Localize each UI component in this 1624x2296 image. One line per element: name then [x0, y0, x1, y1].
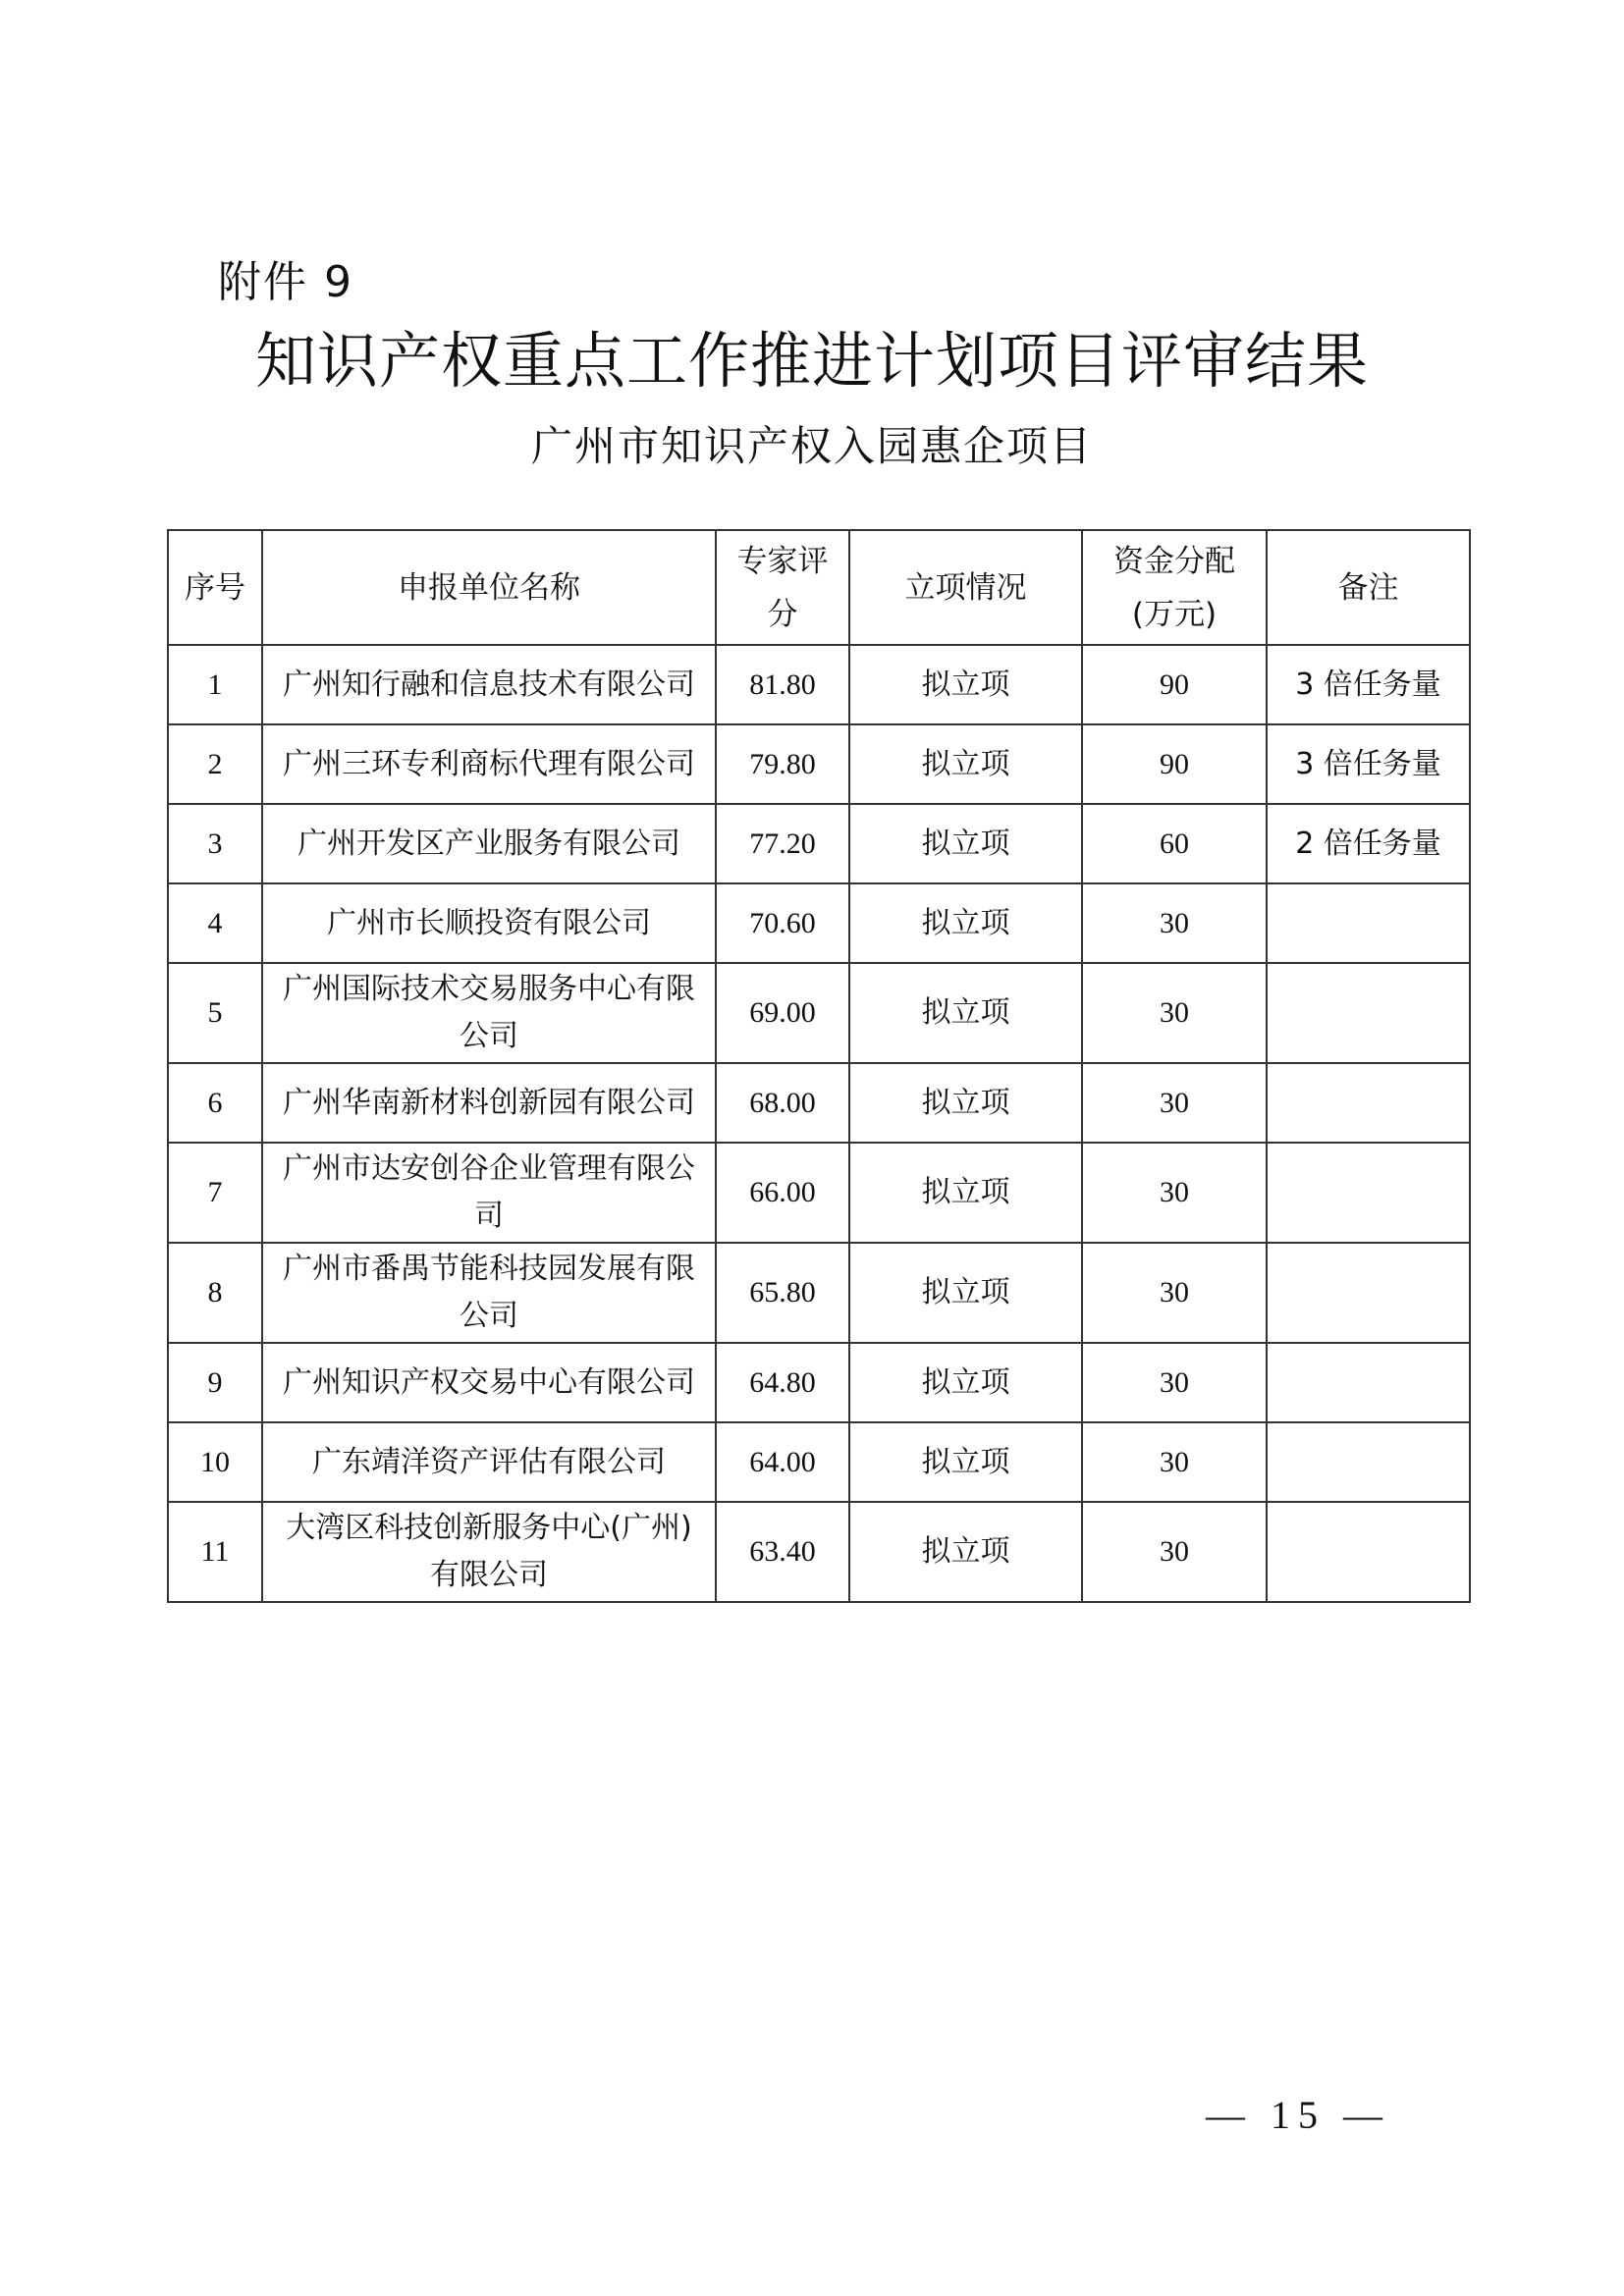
cell-funding: 30 — [1082, 963, 1267, 1063]
review-results-table-container — [167, 529, 1469, 1603]
cell-funding: 30 — [1082, 1143, 1267, 1243]
cell-seq: 6 — [168, 1063, 262, 1143]
table-row — [168, 963, 1470, 1063]
document-subtitle: 广州市知识产权入园惠企项目 — [530, 422, 1093, 470]
cell-seq: 10 — [168, 1422, 262, 1502]
cell-remark — [1267, 1343, 1470, 1422]
cell-status: 拟立项 — [849, 1143, 1082, 1243]
cell-unit: 广州市长顺投资有限公司 — [262, 883, 716, 963]
cell-score: 66.00 — [716, 1143, 849, 1243]
cell-remark: 2 倍任务量 — [1267, 804, 1470, 883]
table-row — [168, 1422, 1470, 1502]
cell-status: 拟立项 — [849, 1063, 1082, 1143]
header-funding-unit: (万元) — [1131, 596, 1218, 632]
cell-remark: 3 倍任务量 — [1267, 724, 1470, 804]
cell-seq: 5 — [168, 963, 262, 1063]
header-funding-label: 资金分配 — [1113, 543, 1235, 579]
attachment-label: 附件 9 — [218, 257, 353, 307]
cell-score: 69.00 — [716, 963, 849, 1063]
header-unit-label: 申报单位名称 — [398, 569, 580, 606]
cell-score: 77.20 — [716, 804, 849, 883]
table-row — [168, 1243, 1470, 1343]
table-row — [168, 724, 1470, 804]
cell-seq: 11 — [168, 1502, 262, 1602]
review-results-table — [167, 529, 1471, 1603]
cell-score: 79.80 — [716, 724, 849, 804]
cell-unit: 大湾区科技创新服务中心(广州)有限公司 — [262, 1502, 716, 1602]
cell-remark — [1267, 1422, 1470, 1502]
cell-remark — [1267, 1502, 1470, 1602]
document-title: 知识产权重点工作推进计划项目评审结果 — [254, 325, 1369, 397]
cell-funding: 90 — [1082, 645, 1267, 724]
cell-seq: 7 — [168, 1143, 262, 1243]
table-row — [168, 645, 1470, 724]
cell-score: 64.80 — [716, 1343, 849, 1422]
cell-score: 63.40 — [716, 1502, 849, 1602]
table-header-row — [168, 530, 1470, 645]
cell-remark — [1267, 883, 1470, 963]
cell-status: 拟立项 — [849, 804, 1082, 883]
cell-remark — [1267, 1063, 1470, 1143]
cell-status: 拟立项 — [849, 1502, 1082, 1602]
cell-seq: 2 — [168, 724, 262, 804]
header-score — [716, 530, 849, 645]
cell-funding: 30 — [1082, 1502, 1267, 1602]
cell-status: 拟立项 — [849, 883, 1082, 963]
cell-status: 拟立项 — [849, 1422, 1082, 1502]
table-row — [168, 1343, 1470, 1422]
cell-status: 拟立项 — [849, 645, 1082, 724]
header-score-label: 专家评分 — [736, 543, 829, 632]
cell-funding: 30 — [1082, 883, 1267, 963]
cell-score: 68.00 — [716, 1063, 849, 1143]
table-row — [168, 883, 1470, 963]
header-unit — [262, 530, 716, 645]
table-row — [168, 804, 1470, 883]
cell-score: 81.80 — [716, 645, 849, 724]
page-number: — 15 — — [1206, 2093, 1390, 2137]
cell-unit: 广州市番禺节能科技园发展有限公司 — [262, 1243, 716, 1343]
header-remark-label: 备注 — [1337, 569, 1399, 606]
cell-seq: 8 — [168, 1243, 262, 1343]
cell-unit: 广州开发区产业服务有限公司 — [262, 804, 716, 883]
cell-funding: 30 — [1082, 1343, 1267, 1422]
cell-status: 拟立项 — [849, 963, 1082, 1063]
cell-unit: 广州知行融和信息技术有限公司 — [262, 645, 716, 724]
cell-remark: 3 倍任务量 — [1267, 645, 1470, 724]
cell-unit: 广州国际技术交易服务中心有限公司 — [262, 963, 716, 1063]
header-remark — [1267, 530, 1470, 645]
header-status — [849, 530, 1082, 645]
cell-unit: 广州华南新材料创新园有限公司 — [262, 1063, 716, 1143]
cell-unit: 广州市达安创谷企业管理有限公司 — [262, 1143, 716, 1243]
cell-funding: 60 — [1082, 804, 1267, 883]
cell-seq: 3 — [168, 804, 262, 883]
cell-seq: 4 — [168, 883, 262, 963]
cell-unit: 广东靖洋资产评估有限公司 — [262, 1422, 716, 1502]
cell-status: 拟立项 — [849, 724, 1082, 804]
cell-remark — [1267, 1143, 1470, 1243]
header-seq — [168, 530, 262, 645]
cell-score: 65.80 — [716, 1243, 849, 1343]
table-row — [168, 1063, 1470, 1143]
table-row — [168, 1502, 1470, 1602]
cell-status: 拟立项 — [849, 1343, 1082, 1422]
cell-seq: 1 — [168, 645, 262, 724]
table-row — [168, 1143, 1470, 1243]
cell-funding: 30 — [1082, 1063, 1267, 1143]
header-status-label: 立项情况 — [904, 569, 1027, 606]
cell-score: 64.00 — [716, 1422, 849, 1502]
cell-status: 拟立项 — [849, 1243, 1082, 1343]
cell-score: 70.60 — [716, 883, 849, 963]
cell-unit: 广州知识产权交易中心有限公司 — [262, 1343, 716, 1422]
cell-remark — [1267, 1243, 1470, 1343]
cell-seq: 9 — [168, 1343, 262, 1422]
header-funding — [1082, 530, 1267, 645]
header-seq-label: 序号 — [185, 569, 245, 606]
cell-funding: 90 — [1082, 724, 1267, 804]
cell-funding: 30 — [1082, 1422, 1267, 1502]
cell-remark — [1267, 963, 1470, 1063]
cell-unit: 广州三环专利商标代理有限公司 — [262, 724, 716, 804]
cell-funding: 30 — [1082, 1243, 1267, 1343]
